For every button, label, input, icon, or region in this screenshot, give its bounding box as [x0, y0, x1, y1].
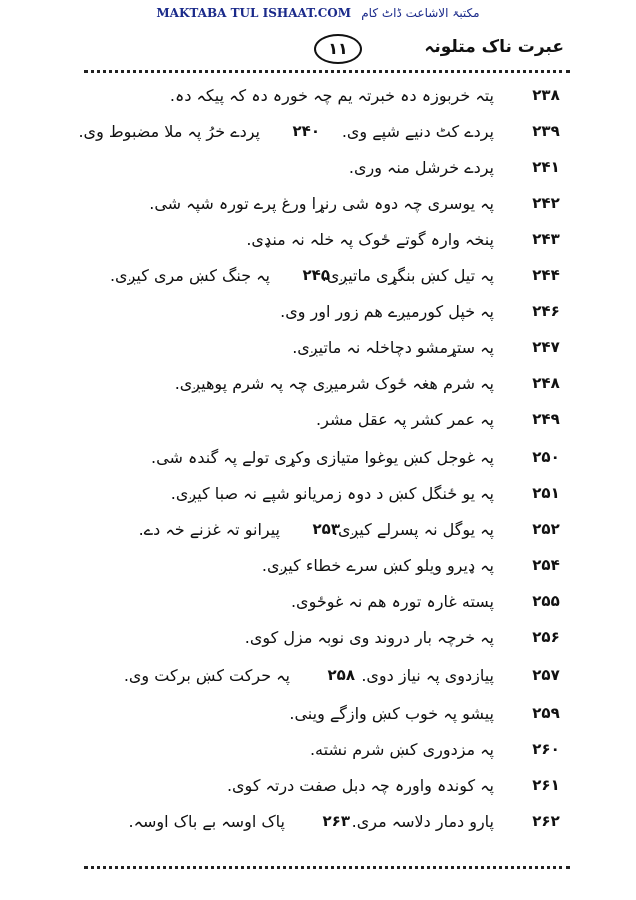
proverb-text: پردے کٹ دنیے شپے وی.	[341, 122, 494, 141]
proverb-number: ۲۵۰	[532, 448, 560, 466]
proverb-number-secondary: ۲۶۳	[322, 812, 350, 830]
proverb-number: ۲۴۲	[532, 194, 560, 212]
top-dotted-divider	[84, 70, 570, 73]
proverb-row	[84, 300, 570, 330]
proverb-row	[84, 336, 570, 366]
proverb-text: پہ عمر کشر پہ عقل مشر.	[316, 410, 494, 429]
proverb-number: ۲۶۲	[532, 812, 560, 830]
proverb-number-secondary: ۲۵۳	[312, 520, 340, 538]
proverb-text: پیشو پہ خوب کښ وازگے وینی.	[289, 704, 494, 723]
proverb-number: ۲۴۹	[532, 410, 560, 428]
proverb-number-secondary: ۲۴۵	[302, 266, 330, 284]
page-header	[84, 34, 564, 66]
proverb-text: پہ تیل کښ بنگړی ماتیږی.	[321, 266, 494, 285]
proverb-row	[84, 702, 570, 732]
page-number: ۱۱	[314, 34, 362, 64]
proverb-row	[78, 120, 570, 150]
proverb-text: پردے خرشل منہ وری.	[348, 158, 494, 177]
proverb-number: ۲۴۱	[532, 158, 560, 176]
proverb-row	[84, 774, 570, 804]
proverb-row	[84, 264, 570, 294]
proverb-row	[84, 228, 570, 258]
proverb-row	[84, 156, 570, 186]
proverb-number: ۲۵۴	[532, 556, 560, 574]
proverb-text: پہ یو ځنگل کښ د دوہ زمریانو شپے نہ صبا کیږی.	[170, 484, 494, 503]
proverb-text-secondary: پردے خرُ پہ ملا مضبوط وی.	[78, 122, 260, 141]
bottom-dotted-divider	[84, 866, 570, 869]
proverb-text: پہ غوجل کښ یوغوا متیازی وکړی تولے پہ گندہ شی.	[151, 448, 494, 467]
proverb-number: ۲۶۰	[532, 740, 560, 758]
proverb-text: پہ ډیرو ویلو کښ سرے خطاء کیږی.	[261, 556, 494, 575]
proverb-row	[84, 738, 570, 768]
proverb-row	[84, 810, 570, 840]
site-urdu: مکتبۃ الاشاعت ڈاٹ کام	[361, 6, 480, 20]
proverb-row	[84, 84, 570, 114]
proverb-text-secondary: پاک اوسہ بے باک اوسہ.	[128, 812, 285, 831]
proverb-text-secondary: پیرانو تہ غزنے خہ دے.	[138, 520, 280, 539]
proverb-number: ۲۴۳	[532, 230, 560, 248]
proverb-row	[84, 482, 570, 512]
proverb-number: ۲۵۲	[532, 520, 560, 538]
proverb-row	[84, 192, 570, 222]
proverb-text: پہ مزدوری کښ شرم نشته.	[309, 740, 494, 759]
proverb-number: ۲۵۹	[532, 704, 560, 722]
proverb-text: پہ شرم هغہ ځوک شرمیږی چہ پہ شرم پوهیږی.	[174, 374, 494, 393]
proverb-row	[84, 664, 570, 694]
proverb-number-secondary: ۲۴۰	[292, 122, 320, 140]
proverb-number: ۲۵۱	[532, 484, 560, 502]
proverb-row	[84, 518, 570, 548]
proverb-number: ۲۵۵	[532, 592, 560, 610]
proverb-text: پیازدوی پہ نیاز دوی.	[361, 666, 494, 685]
proverb-number: ۲۳۸	[532, 86, 560, 104]
proverb-number-secondary: ۲۵۸	[327, 666, 355, 684]
proverb-row	[84, 626, 570, 656]
proverb-row	[84, 408, 570, 438]
proverb-number: ۲۴۸	[532, 374, 560, 392]
site-url: MAKTABA TUL ISHAAT.COM	[156, 6, 352, 20]
proverb-text: پارو دمار دلاسہ مری.	[351, 812, 494, 831]
proverb-number: ۲۴۷	[532, 338, 560, 356]
proverb-row	[84, 554, 570, 584]
proverb-text: پتہ خربوزہ دہ خبرتہ یم چہ خورہ دہ کہ پیکہ دہ.	[169, 86, 494, 105]
proverb-row	[84, 590, 570, 620]
proverb-text: پہ کوندہ واورہ چہ دبل صفت درتہ کوی.	[226, 776, 494, 795]
proverb-text: پسته غارہ تورہ هم نہ غوځوی.	[290, 592, 494, 611]
proverb-number: ۲۵۶	[532, 628, 560, 646]
proverb-text: پہ خرچہ بار دروند وی نوبہ مزل کوی.	[244, 628, 494, 647]
proverb-number: ۲۵۷	[532, 666, 560, 684]
book-title: عبرت ناک متلونہ	[424, 37, 564, 57]
proverb-number: ۲۴۴	[532, 266, 560, 284]
proverb-text-secondary: پہ حرکت کښ برکت وی.	[123, 666, 290, 685]
proverb-number: ۲۳۹	[532, 122, 560, 140]
proverb-row	[84, 446, 570, 476]
proverb-text-secondary: پہ جنگ کښ مری کیږی.	[109, 266, 270, 285]
proverb-text: پہ خپل کورمیږے هم زور اور وی.	[280, 302, 494, 321]
proverb-number: ۲۶۱	[532, 776, 560, 794]
proverb-text: پہ ستړمشو دچاخلہ نہ ماتیږی.	[292, 338, 494, 357]
proverb-number: ۲۴۶	[532, 302, 560, 320]
site-watermark	[0, 6, 636, 20]
proverb-text: پہ یوگل نہ پسرلے کیږی.	[332, 520, 494, 539]
proverb-row	[84, 372, 570, 402]
proverb-text: پنخہ وارہ گوتے ځوک پہ خلہ نہ منډی.	[246, 230, 494, 249]
proverb-text: پہ یوسری چہ دوہ شی رنړا ورغ پرے تورہ شپہ شی.	[149, 194, 494, 213]
